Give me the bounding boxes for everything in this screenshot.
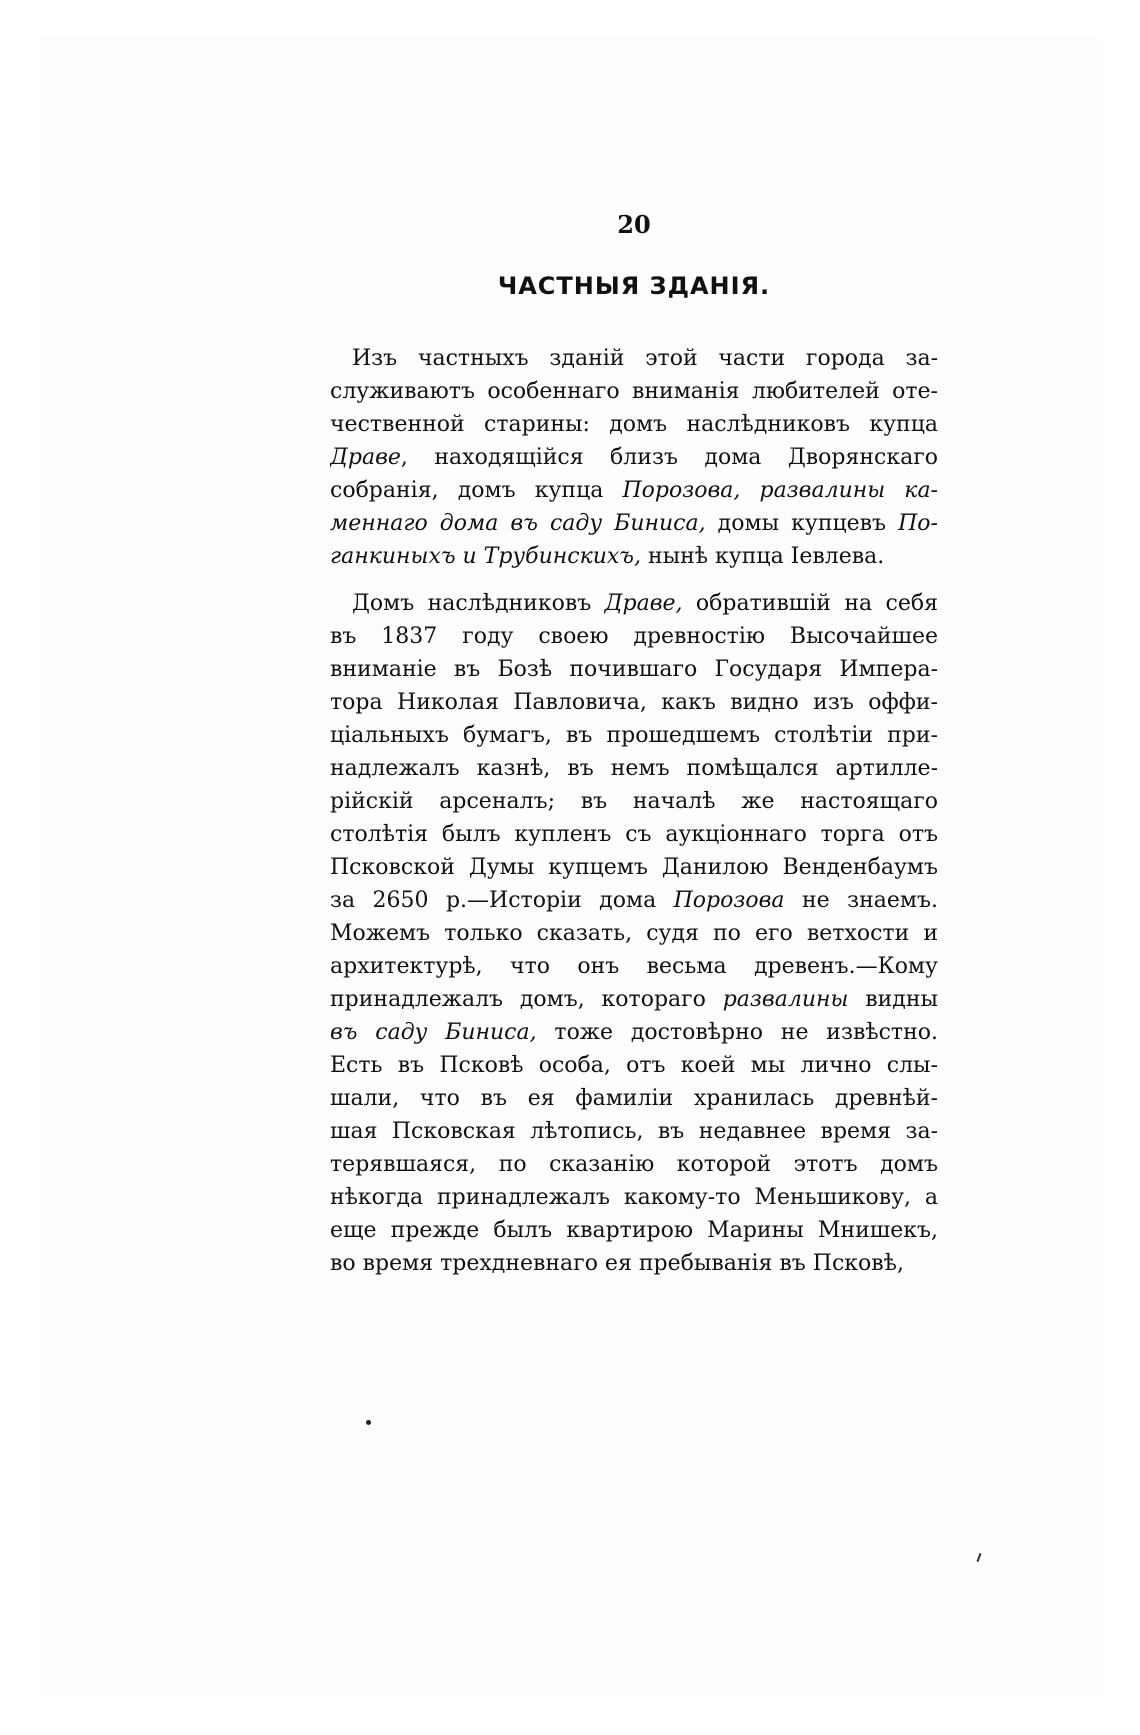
text-line <box>330 983 938 1016</box>
text-line: шая Псковская лѣтопись, въ недавнее время за- <box>330 1119 938 1144</box>
text-line: чественной старины: домъ наслѣдниковъ купца <box>330 412 938 437</box>
italic-text: развалины <box>722 987 849 1012</box>
text-line: во время трехдневнаго ея пребыванія въ Псковѣ, <box>330 1251 904 1276</box>
text-line: надлежалъ казнѣ, въ немъ помѣщался артилле- <box>330 756 938 781</box>
text-run: нынѣ купца Іевлева. <box>640 544 885 569</box>
text-run: , находящійся близъ дома Дворянскаго <box>400 445 938 470</box>
italic-text: Драве <box>330 445 401 470</box>
text-run: не знаемъ. <box>784 888 938 913</box>
page-number: 20 <box>617 210 651 239</box>
text-run: тоже достовѣрно не извѣстно. <box>536 1020 938 1045</box>
text-run: видны <box>848 987 938 1012</box>
text-line <box>330 474 938 507</box>
text-line: архитектурѣ, что онъ весьма древенъ.—Кому <box>330 954 938 979</box>
text-run: обратившій на себя <box>682 591 938 616</box>
text-line: Можемъ только сказать, судя по его ветхости и <box>330 921 938 946</box>
text-run: собранія, домъ купца <box>330 478 623 503</box>
italic-text: Драве, <box>604 591 683 616</box>
text-run: принадлежалъ домъ, котораго <box>330 987 723 1012</box>
text-line <box>330 441 938 474</box>
text-line <box>330 1016 938 1049</box>
italic-text: меннаго дома въ саду Биниса, <box>330 511 706 536</box>
italic-text: въ саду Биниса, <box>330 1020 537 1045</box>
section-heading: ЧАСТНЫЯ ЗДАНІЯ. <box>497 272 771 300</box>
ink-speck <box>366 1420 371 1425</box>
text-line <box>330 587 938 620</box>
paragraph-1 <box>330 342 938 573</box>
text-run: домы купцевъ <box>705 511 899 536</box>
text-run: Домъ наслѣдниковъ <box>352 591 605 616</box>
text-line: терявшаяся, по сказанію которой этотъ домъ <box>330 1152 938 1177</box>
italic-text: Порозова, развалины ка- <box>622 478 938 503</box>
text-line <box>330 540 938 573</box>
text-line: Изъ частныхъ зданій этой части города за- <box>352 346 938 371</box>
text-run: за 2650 р.—Исторіи дома <box>330 888 674 913</box>
italic-text: Порозова <box>673 888 785 913</box>
text-line: шали, что въ ея фамиліи хранилась древнѣй- <box>330 1086 938 1111</box>
text-line: служиваютъ особеннаго вниманія любителей оте- <box>330 379 938 404</box>
italic-text: По- <box>898 511 938 536</box>
text-line: нѣкогда принадлежалъ какому-то Меньшикову, а <box>330 1185 938 1210</box>
text-line: рійскій арсеналъ; въ началѣ же настоящаго <box>330 789 938 814</box>
text-line: столѣтія былъ купленъ съ аукціоннаго торга отъ <box>330 822 938 847</box>
text-line <box>330 884 938 917</box>
text-line: тора Николая Павловича, какъ видно изъ оффи- <box>330 690 938 715</box>
text-line: Есть въ Псковѣ особа, отъ коей мы лично слы- <box>330 1053 938 1078</box>
text-line: ціальныхъ бумагъ, въ прошедшемъ столѣтіи при- <box>330 723 938 748</box>
text-line <box>330 507 938 540</box>
text-line: вниманіе въ Бозѣ почившаго Государя Импера- <box>330 657 938 682</box>
text-line: въ 1837 году своею древностію Высочайшее <box>330 624 938 649</box>
paragraph-2 <box>330 587 938 1280</box>
italic-text: ганкиныхъ и Трубинскихъ, <box>330 544 641 569</box>
text-line: еще прежде былъ квартирою Марины Мнишекъ, <box>330 1218 938 1243</box>
text-line: Псковской Думы купцемъ Данилою Венденбаумъ <box>330 855 938 880</box>
